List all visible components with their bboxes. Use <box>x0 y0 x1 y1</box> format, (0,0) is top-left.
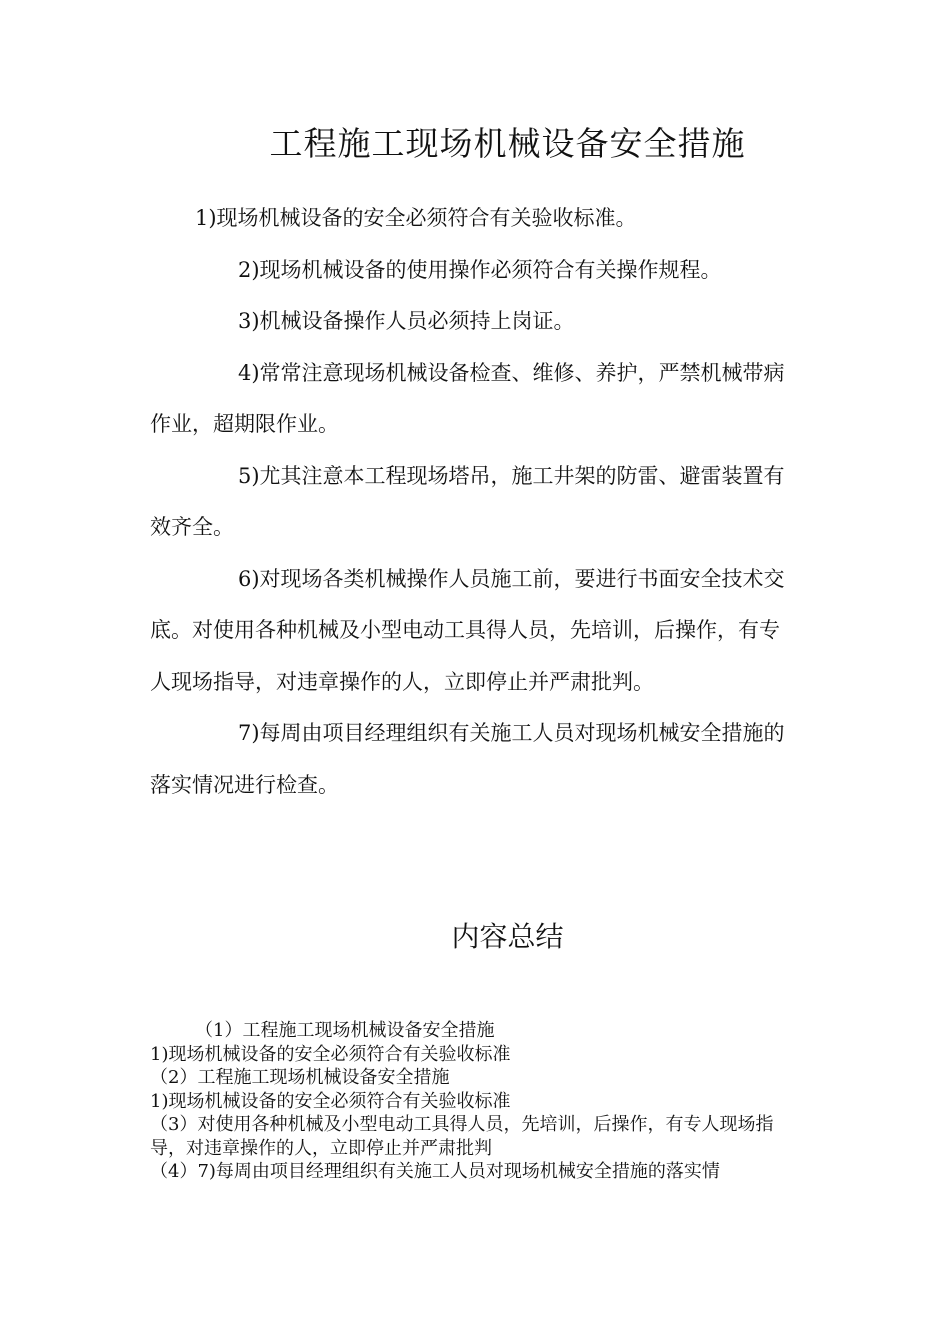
document-body <box>150 193 800 811</box>
paragraph-7: 7)每周由项目经理组织有关施工人员对现场机械安全措施的落实情况进行检查。 <box>150 721 785 797</box>
document-title: 工程施工现场机械设备安全措施 <box>269 124 746 163</box>
paragraph-3: 3)机械设备操作人员必须持上岗证。 <box>238 309 575 333</box>
paragraph-5: 5)尤其注意本工程现场塔吊，施工井架的防雷、避雷装置有效齐全。 <box>150 463 785 539</box>
summary-title: 内容总结 <box>451 920 564 953</box>
summary-line-1: （1）工程施工现场机械设备安全措施 <box>195 1020 495 1041</box>
paragraph-1: 1)现场机械设备的安全必须符合有关验收标准。 <box>195 206 637 230</box>
paragraph-6: 6)对现场各类机械操作人员施工前，要进行书面安全技术交底。对使用各种机械及小型电动工具得人员，先培训，后操作，有专人现场指导，对违章操作的人，立即停止并严肃批判。 <box>150 566 785 694</box>
summary-line-4: 1)现场机械设备的安全必须符合有关验收标准 <box>150 1090 511 1112</box>
paragraph-4: 4)常常注意现场机械设备检查、维修、养护，严禁机械带病作业，超期限作业。 <box>150 360 785 436</box>
summary-line-6: （4）7)每周由项目经理组织有关施工人员对现场机械安全措施的落实情 <box>150 1161 720 1182</box>
summary-section <box>150 1019 800 1184</box>
summary-line-3: （2）工程施工现场机械设备安全措施 <box>150 1067 450 1088</box>
summary-line-5: （3）对使用各种机械及小型电动工具得人员，先培训，后操作，有专人现场指导，对违章操作的人，立即停止并严肃批判 <box>150 1114 774 1159</box>
summary-line-2: 1)现场机械设备的安全必须符合有关验收标准 <box>150 1043 511 1065</box>
paragraph-2: 2)现场机械设备的使用操作必须符合有关操作规程。 <box>238 257 722 282</box>
